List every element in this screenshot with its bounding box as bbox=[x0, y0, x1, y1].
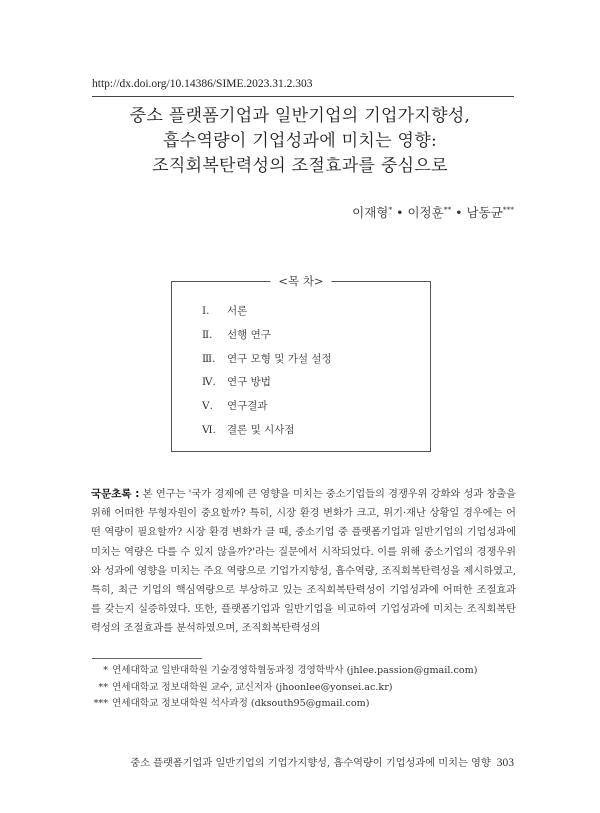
title-line-1: 중소 플랫폼기업과 일반기업의 기업가지향성, bbox=[129, 106, 471, 126]
footnote-text: 연세대학교 정보대학원 교수, 교신저자 (jhoonlee@yonsei.ac.kr) bbox=[112, 681, 393, 693]
doi-link[interactable]: http://dx.doi.org/10.14386/SIME.2023.31.2.303 bbox=[92, 78, 313, 90]
korean-abstract bbox=[91, 485, 516, 639]
toc-item bbox=[202, 399, 332, 423]
toc-number: Ⅳ. bbox=[202, 376, 216, 389]
table-of-contents bbox=[171, 274, 431, 452]
toc-number: Ⅱ. bbox=[202, 328, 213, 341]
title-line-3: 조직회복탄력성의 조절효과를 중심으로 bbox=[152, 156, 448, 176]
author-name: 이정훈 bbox=[407, 205, 444, 220]
toc-label: 연구 모형 및 가설 설정 bbox=[227, 352, 332, 365]
abstract-text: 본 연구는 '국가 경제에 큰 영향을 미치는 중소기업들의 경쟁우위 강화와 성과 창출을 위해 어떠한 무형자원이 중요할까? 특히, 시장 환경 변화가 크고, 위기·재난 상황일 경우에는 어떤 역량이 필요할까? 시장 환경 변화가 클 때, 중소기업 중 플랫폼기업과 일반기업의 기업성과에 미치는 역량은 다를 수 있지 않을까?'라는 질문에서 시작되었다. 이를 위해 중소기업의 경쟁우위와 성과에 영향을 미치는 주요 역량으로 기업가지향성, 흡수역량, 조직회복탄력성을 제시하였고, 특히, 최근 기업의 핵심역량으로 부상하고 있는 조직회복탄력성이 기업성과에 어떠한 조절효과를 갖는지 실증하였다. 또한, 플랫폼기업과 일반기업을 비교하여 기업성과에 미치는 조직회복탄력성의 조절효과를 분석하였으며, 조직회복탄력성의 bbox=[91, 489, 516, 635]
toc-number: Ⅵ. bbox=[202, 423, 216, 436]
footnote bbox=[84, 663, 477, 680]
footnote-text: 연세대학교 정보대학원 석사과정 (dksouth95@gmail.com) bbox=[112, 698, 370, 709]
toc-item bbox=[202, 423, 332, 447]
footnote-mark: * bbox=[103, 665, 108, 676]
header-rule bbox=[92, 96, 514, 97]
toc-label: 선행 연구 bbox=[227, 328, 271, 341]
footnote bbox=[84, 696, 477, 713]
toc-label: 결론 및 시사점 bbox=[227, 423, 295, 436]
toc-list bbox=[202, 304, 332, 447]
toc-title: <목 차> bbox=[270, 273, 331, 289]
toc-label: 연구결과 bbox=[227, 400, 268, 413]
author-name: 남동균 bbox=[466, 205, 503, 220]
toc-item bbox=[202, 352, 332, 376]
author-separator: • bbox=[451, 205, 467, 220]
title-line-2: 흡수역량이 기업성과에 미치는 영향: bbox=[163, 131, 437, 151]
running-footer-title: 중소 플랫폼기업과 일반기업의 기업가지향성, 흡수역량이 기업성과에 미치는 영향 bbox=[130, 758, 491, 769]
author-mark: ** bbox=[443, 204, 452, 214]
toc-item bbox=[202, 304, 332, 328]
author-list bbox=[352, 203, 514, 221]
abstract-label: 국문초록 : bbox=[91, 488, 140, 500]
footnote-text: 연세대학교 일반대학원 기술경영학협동과정 경영학박사 (jhlee.passion@gmail.com) bbox=[112, 665, 478, 676]
toc-item bbox=[202, 328, 332, 352]
author-mark: *** bbox=[502, 204, 514, 214]
author-separator: • bbox=[392, 205, 408, 220]
running-footer bbox=[130, 754, 514, 769]
footnote-mark: ** bbox=[98, 681, 108, 693]
paper-title bbox=[80, 104, 520, 179]
toc-number: Ⅴ. bbox=[202, 400, 213, 413]
footnotes bbox=[84, 663, 477, 713]
toc-label: 연구 방법 bbox=[227, 376, 271, 389]
page-number: 303 bbox=[496, 757, 514, 769]
footnote-mark: *** bbox=[93, 698, 108, 709]
toc-number: Ⅲ. bbox=[202, 352, 216, 365]
author-mark: * bbox=[388, 204, 393, 214]
author-name: 이재형 bbox=[352, 205, 389, 220]
toc-label: 서론 bbox=[227, 305, 248, 317]
toc-item bbox=[202, 375, 332, 399]
footnote bbox=[84, 680, 477, 697]
footnote-rule bbox=[92, 658, 202, 659]
toc-number: Ⅰ. bbox=[202, 305, 210, 317]
